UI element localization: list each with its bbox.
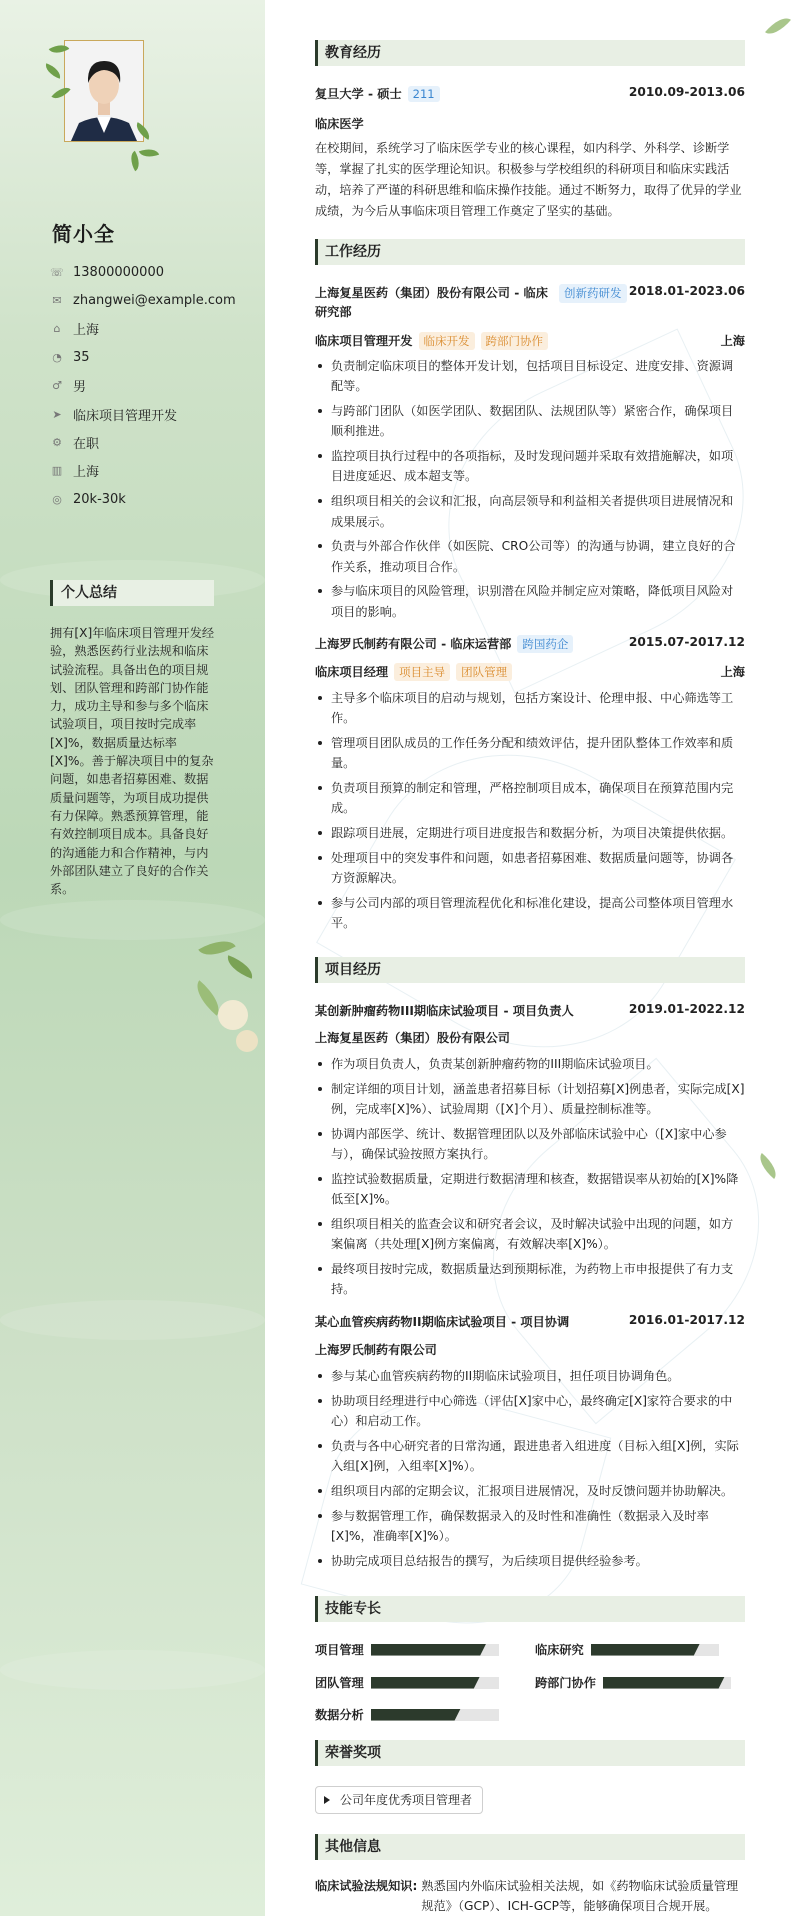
list-item: 组织项目相关的监查会议和研究者会议，及时解决试验中出现的问题，如方案偏离（共处理[X]例方案偏离，有效解决率[X]%）。 xyxy=(315,1214,745,1255)
list-item: 最终项目按时完成，数据质量达到预期标准，为药物上市申报提供了有力支持。 xyxy=(315,1259,745,1300)
skill-bar-fill xyxy=(591,1644,700,1656)
school-name: 复旦大学 - 硕士 xyxy=(315,87,402,101)
project-bullets xyxy=(315,1054,745,1304)
list-item: 协助完成项目总结报告的撰写，为后续项目提供经验参考。 xyxy=(315,1551,745,1571)
list-item: 参与公司内部的项目管理流程优化和标准化建设，提高公司整体项目管理水平。 xyxy=(315,893,745,934)
project-bullets xyxy=(315,1366,745,1576)
info-text: 临床项目管理开发 xyxy=(73,408,178,424)
skill-bar xyxy=(371,1677,499,1689)
info-text: zhangwei@example.com xyxy=(73,293,236,309)
skill-name: 数据分析 xyxy=(315,1708,364,1722)
job-role-row xyxy=(315,663,745,681)
list-item: 参与数据管理工作，确保数据录入的及时性和准确性（数据录入及时率[X]%，准确率[X]%）。 xyxy=(315,1506,745,1547)
leaf-icon xyxy=(765,12,791,40)
list-item: 主导多个临床项目的启动与规划，包括方案设计、伦理申报、中心筛选等工作。 xyxy=(315,688,745,729)
skill-bar xyxy=(371,1709,499,1721)
list-item: 与跨部门团队（如医学团队、数据团队、法规团队等）紧密合作，确保项目顺利推进。 xyxy=(315,401,745,442)
info-age xyxy=(50,343,260,371)
avatar xyxy=(50,36,150,156)
job-bullets xyxy=(315,356,745,627)
list-item: 管理项目团队成员的工作任务分配和绩效评估，提升团队整体工作效率和质量。 xyxy=(315,733,745,774)
send-icon: ➤ xyxy=(52,407,62,421)
job-role-row xyxy=(315,332,745,350)
skill-bar-fill xyxy=(371,1709,461,1721)
major: 临床医学 xyxy=(315,117,364,131)
info-text: 13800000000 xyxy=(73,264,164,280)
other-text: 熟悉国内外临床试验相关法规，如《药物临床试验质量管理规范》（GCP）、ICH-GCP等，能够确保项目合规开展。 xyxy=(421,1879,739,1913)
list-item: 组织项目相关的会议和汇报，向高层领导和利益相关者提供项目进展情况和成果展示。 xyxy=(315,491,745,532)
job-header xyxy=(315,284,745,318)
project-date: 2019.01-2022.12 xyxy=(628,1002,745,1016)
info-email xyxy=(50,286,260,314)
list-item: 协调内部医学、统计、数据管理团队以及外部临床试验中心（[X]家中心参与），确保试验按照方案执行。 xyxy=(315,1124,745,1165)
list-item: 监控项目执行过程中的各项指标，及时发现问题并采取有效措施解决，如项目进度延迟、成本超支等。 xyxy=(315,446,745,487)
info-text: 男 xyxy=(73,380,87,396)
flower-icon xyxy=(236,1030,258,1052)
summary-text: 拥有[X]年临床项目管理开发经验，熟悉医药行业法规和临床试验流程。具备出色的项目规划、团队管理和跨部门协作能力，成功主导和参与多个临床试验项目，项目按时完成率[X]%，数据质量达标率[X]%。善于解决项目中的复杂问题，如患者招募困难、数据质量问题等，为项目成功提供有力保障。熟悉预算管理，能有效控制项目成本。具备良好的沟通能力和合作精神，与内外部团队建立了良好的合作关系。 xyxy=(50,626,215,897)
city-icon: ▥ xyxy=(51,464,63,478)
skill-bar xyxy=(603,1677,731,1689)
leaf-icon xyxy=(139,145,159,161)
skill-bar-fill xyxy=(371,1644,486,1656)
job-company: 上海罗氏制药有限公司 - 临床运营部 xyxy=(315,637,512,651)
job-bullets xyxy=(315,688,745,938)
skill-bar xyxy=(371,1644,499,1656)
skills-title: 技能专长 xyxy=(315,1596,745,1622)
summary-title: 个人总结 xyxy=(50,580,214,606)
project-header xyxy=(315,1313,745,1330)
caret-right-icon xyxy=(324,1796,330,1804)
list-item: 负责与各中心研究者的日常沟通，跟进患者入组进度（目标入组[X]例，实际入组[X]例，入组率[X]%）。 xyxy=(315,1436,745,1477)
skill-bar xyxy=(591,1644,719,1656)
other-info xyxy=(315,1876,745,1916)
mail-icon: ✉ xyxy=(52,294,62,308)
list-item: 监控试验数据质量，定期进行数据清理和核查，数据错误率从初始的[X]%降低至[X]%。 xyxy=(315,1169,745,1210)
texture-band xyxy=(0,900,265,940)
job-city: 上海 xyxy=(720,334,745,348)
info-phone xyxy=(50,258,260,286)
info-text: 20k-30k xyxy=(73,491,126,507)
job-date: 2018.01-2023.06 xyxy=(628,284,745,298)
job-role: 临床项目管理开发 xyxy=(315,334,413,348)
project-name: 某创新肿瘤药物III期临床试验项目 - 项目负责人 xyxy=(315,1004,574,1018)
job-city: 上海 xyxy=(720,665,745,679)
skill-item xyxy=(535,1641,719,1658)
list-item: 负责与外部合作伙伴（如医院、CRO公司等）的沟通与协调，建立良好的合作关系，推动项目合作。 xyxy=(315,536,745,577)
role-tag: 临床开发 xyxy=(419,332,475,350)
info-city xyxy=(50,457,260,485)
job-header xyxy=(315,635,745,653)
skill-item xyxy=(315,1674,499,1691)
role-tag: 跨部门协作 xyxy=(481,332,549,350)
skill-item xyxy=(535,1674,731,1691)
info-target-job xyxy=(50,400,260,428)
age-icon: ◔ xyxy=(52,350,62,364)
list-item: 处理项目中的突发事件和问题，如患者招募困难、数据质量问题等，协调各方资源解决。 xyxy=(315,848,745,889)
list-item: 协助项目经理进行中心筛选（评估[X]家中心，最终确定[X]家符合要求的中心）和启动工作。 xyxy=(315,1391,745,1432)
role-tag: 项目主导 xyxy=(394,663,450,681)
info-gender xyxy=(50,372,260,400)
job-date: 2015.07-2017.12 xyxy=(628,635,745,649)
info-text: 在职 xyxy=(73,437,100,453)
skill-name: 跨部门协作 xyxy=(535,1676,596,1690)
job-role: 临床项目经理 xyxy=(315,665,389,679)
info-location xyxy=(50,315,260,343)
education-desc: 在校期间，系统学习了临床医学专业的核心课程，如内科学、外科学、诊断学等，掌握了扎实的医学理论知识。积极参与学校组织的科研项目和临床实践活动，培养了严谨的科研思维和临床操作技能。通过不断努力，取得了优异的学业成绩，为今后从事临床项目管理工作奠定了坚实的基础。 xyxy=(315,141,742,218)
info-status xyxy=(50,428,260,456)
project-header xyxy=(315,1002,745,1019)
list-item: 负责项目预算的制定和管理，严格控制项目成本，确保项目在预算范围内完成。 xyxy=(315,778,745,819)
honors-title: 荣誉奖项 xyxy=(315,1740,745,1766)
leaf-icon xyxy=(754,1153,782,1179)
education-header xyxy=(315,85,745,102)
skill-bar-fill xyxy=(603,1677,725,1689)
sidebar xyxy=(0,0,265,1916)
project-name: 某心血管疾病药物II期临床试验项目 - 项目协调 xyxy=(315,1315,570,1329)
project-company: 上海罗氏制药有限公司 xyxy=(315,1343,437,1357)
status-icon: ⚙ xyxy=(52,436,62,450)
info-text: 35 xyxy=(73,349,90,365)
info-salary xyxy=(50,485,260,513)
info-text: 上海 xyxy=(73,465,100,481)
home-icon: ⌂ xyxy=(53,322,61,336)
list-item: 参与临床项目的风险管理，识别潜在风险并制定应对策略，降低项目风险对项目的影响。 xyxy=(315,581,745,622)
skill-bar-fill xyxy=(371,1677,480,1689)
texture-band xyxy=(0,1650,265,1690)
education-date: 2010.09-2013.06 xyxy=(628,85,745,99)
info-text: 上海 xyxy=(73,323,100,339)
main-content xyxy=(265,0,794,1916)
skill-name: 临床研究 xyxy=(535,1643,584,1657)
job-tag: 跨国药企 xyxy=(517,635,573,653)
list-item: 制定详细的项目计划，涵盖患者招募目标（计划招募[X]例患者，实际完成[X]例，完成率[X]%）、试验周期（[X]个月）、质量控制标准等。 xyxy=(315,1079,745,1120)
other-label: 临床试验法规知识: xyxy=(315,1879,418,1893)
education-title: 教育经历 xyxy=(315,40,745,66)
skill-item xyxy=(315,1641,499,1658)
list-item: 负责制定临床项目的整体开发计划，包括项目目标设定、进度安排、资源调配等。 xyxy=(315,356,745,397)
role-tag: 团队管理 xyxy=(456,663,512,681)
texture-band xyxy=(0,1300,265,1340)
candidate-name: 简小全 xyxy=(52,222,115,246)
leaf-icon xyxy=(224,955,257,978)
award-text: 公司年度优秀项目管理者 xyxy=(340,1793,473,1807)
skill-item xyxy=(315,1706,499,1723)
gender-icon: ♂ xyxy=(52,379,62,393)
other-title: 其他信息 xyxy=(315,1834,745,1860)
project-date: 2016.01-2017.12 xyxy=(628,1313,745,1327)
projects-title: 项目经历 xyxy=(315,957,745,983)
list-item: 参与某心血管疾病药物的II期临床试验项目，担任项目协调角色。 xyxy=(315,1366,745,1386)
skill-name: 项目管理 xyxy=(315,1643,364,1657)
school-tag: 211 xyxy=(408,86,440,102)
list-item: 组织项目内部的定期会议，汇报项目进展情况，及时反馈问题并协助解决。 xyxy=(315,1481,745,1501)
work-title: 工作经历 xyxy=(315,239,745,265)
flower-icon xyxy=(218,1000,248,1030)
project-company: 上海复星医药（集团）股份有限公司 xyxy=(315,1031,510,1045)
job-tag: 创新药研发 xyxy=(559,284,627,303)
avatar-photo xyxy=(64,40,144,142)
award-item[interactable] xyxy=(315,1786,483,1814)
skill-name: 团队管理 xyxy=(315,1676,364,1690)
job-company: 上海复星医药（集团）股份有限公司 - 临床研究部 xyxy=(315,286,548,319)
list-item: 作为项目负责人，负责某创新肿瘤药物的III期临床试验项目。 xyxy=(315,1054,745,1074)
list-item: 跟踪项目进展，定期进行项目进度报告和数据分析，为项目决策提供依据。 xyxy=(315,823,745,843)
leaf-icon xyxy=(43,63,63,79)
salary-icon: ◎ xyxy=(52,492,62,506)
contact-info xyxy=(50,258,260,514)
phone-icon: ☏ xyxy=(50,265,64,279)
